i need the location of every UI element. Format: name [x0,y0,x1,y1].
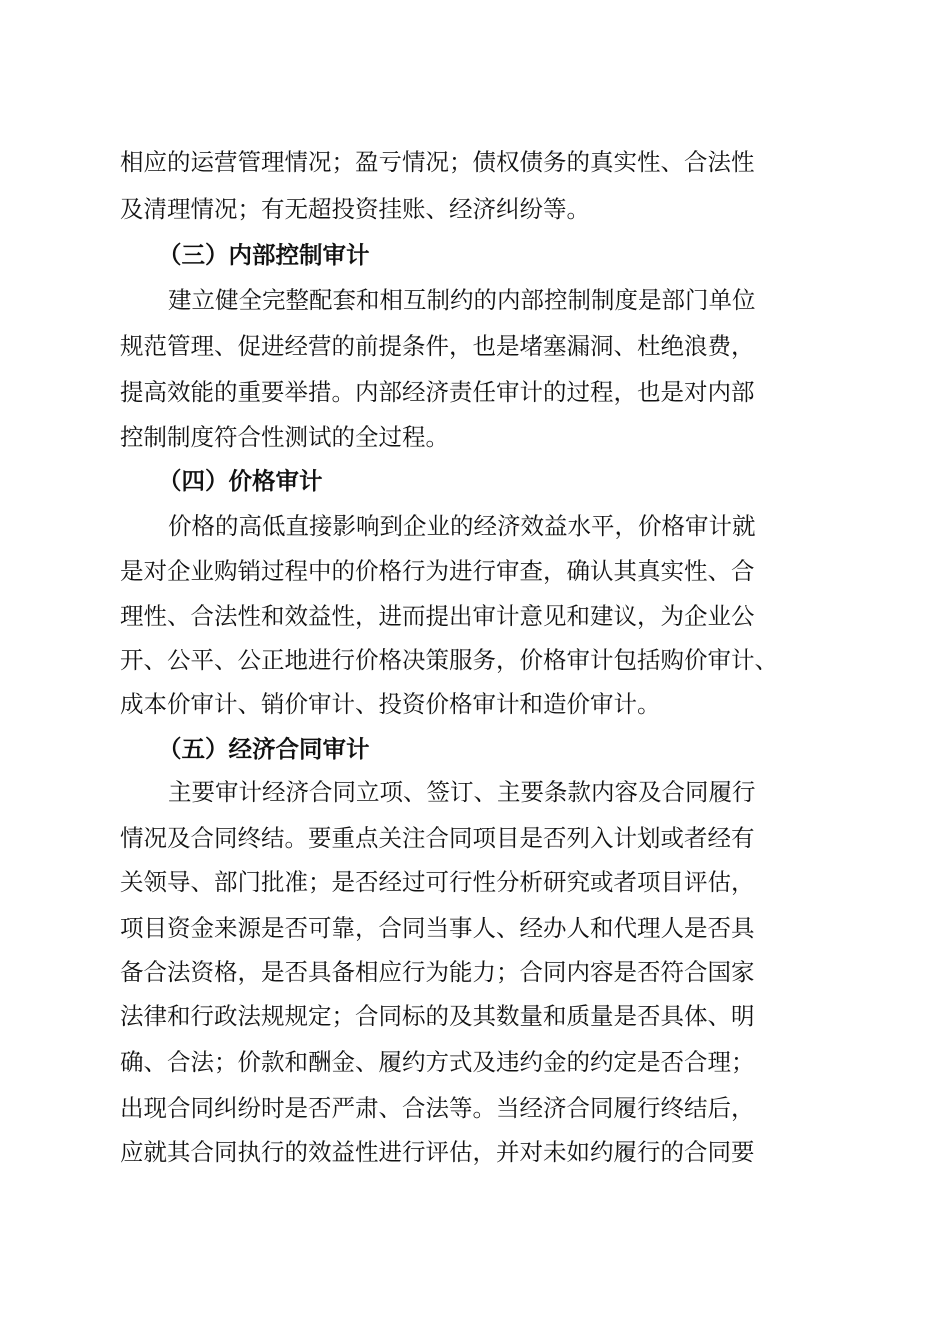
document-page: 相应的运营管理情况；盈亏情况；债权债务的真实性、合法性 及清理情况；有无超投资挂账、经济纠纷等。 （三）内部控制审计 建立健全完整配套和相互制约的内部控制制度是部门单位 规范管理、促进经营的前提条件，也是堵塞漏洞、杜绝浪费， 提高效能的重要举措。内部经济责任审计的过程，也是对内部 控制制度符合性测试的全过程。 （四）价格审计 价格的高低直接影响到企业的经济效益水平，价格审计就 是对企业购销过程中的价格行为进行审查，确认其真实性、合 理性、合法性和效益性，进而提出审计意见和建议，为企业公 开、公平、公正地进行价格决策服务，价格审计包括购价审计、 成本价审计、销价审计、投资价格审计和造价审计。 （五）经济合同审计 主要审计经济合同立项、签订、主要条款内容及合同履行 情况及合同终结。要重点关注合同项目是否列入计划或者经有 关领导、部门批准；是否经过可行性分析研究或者项目评估， 项目资金来源是否可靠，合同当事人、经办人和代理人是否具 备合法资格，是否具备相应行为能力；合同内容是否符合国家 法律和行政法规规定；合同标的及其数量和质量是否具体、明 确、合法；价款和酬金、履约方式及违约金的约定是否合理； 出现合同纠纷时是否严肃、合法等。当经济合同履行终结后， 应就其合同执行的效益性进行评估，并对未如约履行的合同要 [120,148,778,1166]
